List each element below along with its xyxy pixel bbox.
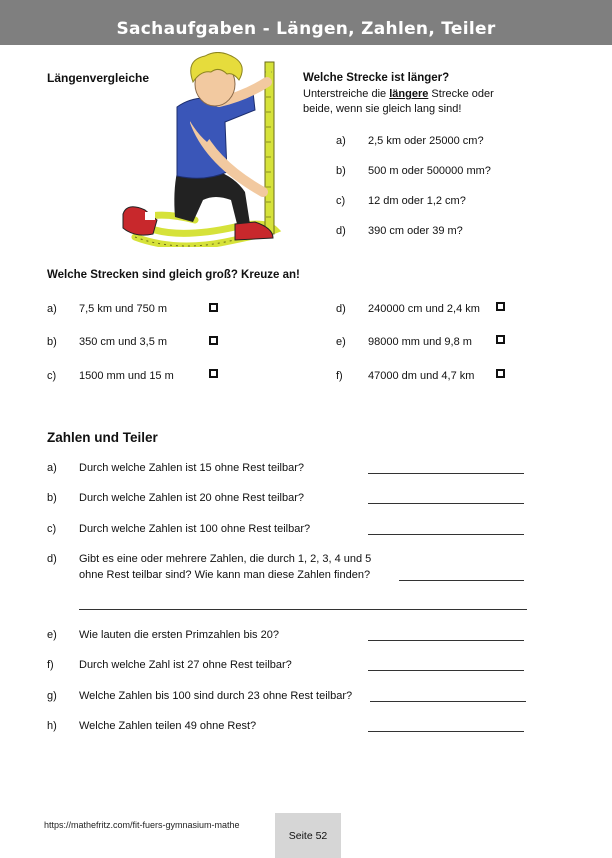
list-item-label: b) (47, 336, 57, 348)
checkbox[interactable] (209, 369, 218, 378)
instruction-bold: längere (389, 88, 429, 100)
section-heading-equal: Welche Strecken sind gleich groß? Kreuze an! (47, 269, 300, 281)
list-item-text: Durch welche Zahlen ist 15 ohne Rest teilbar? (79, 462, 305, 474)
answer-line[interactable] (368, 640, 524, 641)
list-item-text[interactable]: 500 m oder 500000 mm? (368, 165, 491, 177)
checkbox[interactable] (209, 303, 218, 312)
list-item-label: c) (336, 195, 346, 207)
instruction-line2: beide, wenn sie gleich lang sind! (303, 103, 462, 115)
list-item-text: 350 cm und 3,5 m (79, 336, 168, 348)
list-item-text[interactable]: 2,5 km oder 25000 cm? (368, 135, 484, 147)
checkbox[interactable] (496, 369, 505, 378)
title-bar (0, 0, 612, 45)
instruction-pre: Unterstreiche die (303, 88, 387, 100)
boy-measuring-tape-illustration (115, 52, 290, 247)
footer-url-link[interactable]: https://mathefritz.com/fit-fuers-gymnasium-mathe (44, 820, 240, 830)
list-item-label: d) (47, 553, 57, 565)
list-item-label: e) (47, 629, 57, 641)
list-item-label: b) (336, 165, 346, 177)
list-item-label: d) (336, 303, 346, 315)
section-heading-laengenvergleiche: Längenvergleiche (47, 71, 150, 85)
list-item-label: a) (47, 462, 57, 474)
list-item-label: f) (47, 659, 54, 671)
list-item-text: 47000 dm und 4,7 km (368, 370, 475, 382)
page-number-box (275, 813, 341, 858)
checkbox[interactable] (209, 336, 218, 345)
instruction-post: Strecke oder (431, 88, 494, 100)
list-item-label: a) (47, 303, 57, 315)
list-item-text-continued: ohne Rest teilbar sind? Wie kann man diese Zahlen finden? (79, 569, 371, 581)
list-item-text: Welche Zahlen bis 100 sind durch 23 ohne Rest teilbar? (79, 690, 353, 702)
page-title: Sachaufgaben - Längen, Zahlen, Teiler (116, 19, 496, 39)
list-item-text: Durch welche Zahl ist 27 ohne Rest teilbar? (79, 659, 292, 671)
list-item-text: 1500 mm und 15 m (79, 370, 174, 382)
list-item-text: Durch welche Zahlen ist 100 ohne Rest teilbar? (79, 523, 311, 535)
section-heading-zahlen-teiler: Zahlen und Teiler (47, 430, 158, 445)
list-item-label: h) (47, 720, 57, 732)
answer-line[interactable] (370, 701, 526, 702)
list-item-text[interactable]: 12 dm oder 1,2 cm? (368, 195, 466, 207)
answer-line-full[interactable] (79, 609, 527, 610)
answer-line[interactable] (368, 731, 524, 732)
list-item-label: b) (47, 492, 57, 504)
list-item-label: a) (336, 135, 346, 147)
list-item-text: 240000 cm und 2,4 km (368, 303, 480, 315)
list-item-label: d) (336, 225, 346, 237)
answer-line[interactable] (368, 503, 524, 504)
list-item-text: 7,5 km und 750 m (79, 303, 168, 315)
answer-line[interactable] (368, 670, 524, 671)
page-number: Seite 52 (288, 830, 328, 842)
answer-line[interactable] (399, 580, 524, 581)
list-item-text: Welche Zahlen teilen 49 ohne Rest? (79, 720, 257, 732)
checkbox[interactable] (496, 302, 505, 311)
answer-line[interactable] (368, 473, 524, 474)
checkbox[interactable] (496, 335, 505, 344)
list-item-text[interactable]: 390 cm oder 39 m? (368, 225, 463, 237)
answer-line[interactable] (368, 534, 524, 535)
list-item-label: c) (47, 523, 57, 535)
list-item-label: e) (336, 336, 346, 348)
list-item-text: 98000 mm und 9,8 m (368, 336, 472, 348)
list-item-text: Wie lauten die ersten Primzahlen bis 20? (79, 629, 279, 641)
list-item-text: Gibt es eine oder mehrere Zahlen, die durch 1, 2, 3, 4 und 5 (79, 553, 372, 565)
list-item-label: c) (47, 370, 57, 382)
instruction-line1 (303, 88, 494, 100)
question-longer: Welche Strecke ist länger? (303, 72, 450, 84)
list-item-label: g) (47, 690, 57, 702)
list-item-label: f) (336, 370, 343, 382)
list-item-text: Durch welche Zahlen ist 20 ohne Rest teilbar? (79, 492, 305, 504)
